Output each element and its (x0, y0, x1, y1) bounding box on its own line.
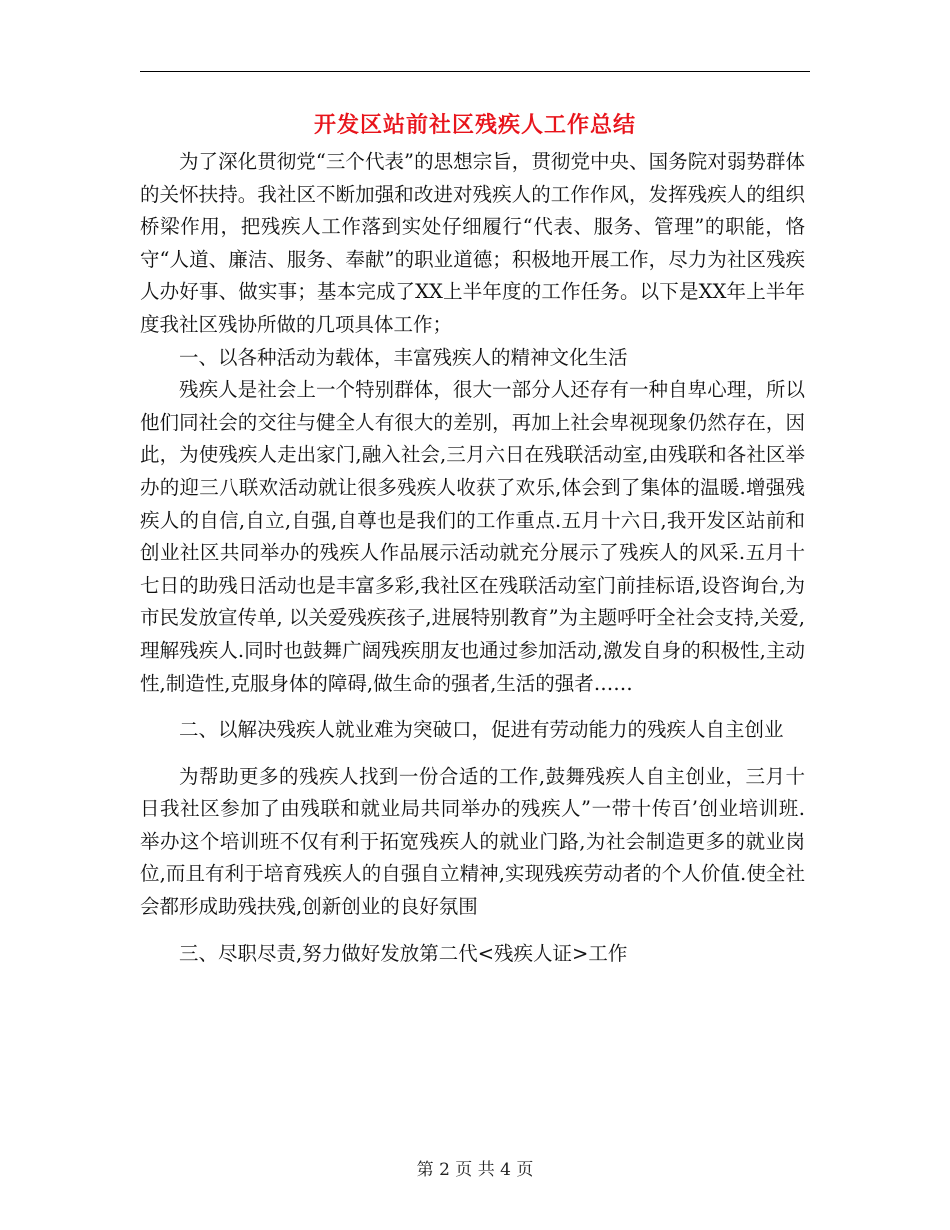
document-title: 开发区站前社区残疾人工作总结 (313, 112, 636, 138)
section-heading-3: 三、尽职尽责,努力做好发放第二代<残疾人证>工作 (179, 941, 628, 965)
section-1-paragraph: 残疾人是社会上一个特别群体，很大一部分人还存有一种自卑心理，所以他们同社会的交往与健全人有很大的差别，再加上社会卑视现象仍然存在，因此，为使残疾人走出家门,融入社会,三月六日在残联活动室,由残联和各社区举办的迎三八联欢活动就让很多残疾人收获了欢乐,体会到了集体的温暖.增强残疾人的自信,自立,自强,自尊也是我们的工作重点.五月十六日,我开发区站前和创业社区共同举办的残疾人作品展示活动就充分展示了残疾人的风采.五月十七日的助残日活动也是丰富多彩,我社区在残联活动室门前挂标语,设咨询台,为市民发放宣传单, 以关爱残疾孩子,进展特别教育”为主题呼吁全社会支持,关爱,理解残疾人.同时也鼓舞广阔残疾朋友也通过参加活动,激发自身的积极性,主动性,制造性,克服身体的障碍,做生命的强者,生活的强者…… (140, 378, 805, 695)
section-heading-1: 一、以各种活动为载体，丰富残疾人的精神文化生活 (179, 345, 628, 369)
section-2-paragraph: 为帮助更多的残疾人找到一份合适的工作,鼓舞残疾人自主创业，三月十日我社区参加了由残联和就业局共同举办的残疾人”一带十传百’创业培训班. 举办这个培训班不仅有利于拓宽残疾人的就业门路,为社会制造更多的就业岗位,而且有利于培育残疾人的自强自立精神,实现残疾劳动者的个人价值.使全社会都形成助残扶残,创新创业的良好氛围 (140, 764, 805, 919)
intro-paragraph: 为了深化贯彻党“三个代表”的思想宗旨，贯彻党中央、国务院对弱势群体的关怀扶持。我社区不断加强和改进对残疾人的工作作风，发挥残疾人的组织桥梁作用，把残疾人工作落到实处仔细履行“代表、服务、管理”的职能，恪守“人道、廉洁、服务、奉献”的职业道德；积极地开展工作，尽力为社区残疾人办好事、做实事；基本完成了XX上半年度的工作任务。以下是XX年上半年度我社区残协所做的几项具体工作； (140, 150, 805, 336)
header-rule (140, 71, 810, 72)
document-body (140, 146, 805, 970)
section-heading-2: 二、以解决残疾人就业难为突破口，促进有劳动能力的残疾人自主创业 (179, 718, 784, 742)
page-number: 第 2 页 共 4 页 (416, 1160, 534, 1180)
